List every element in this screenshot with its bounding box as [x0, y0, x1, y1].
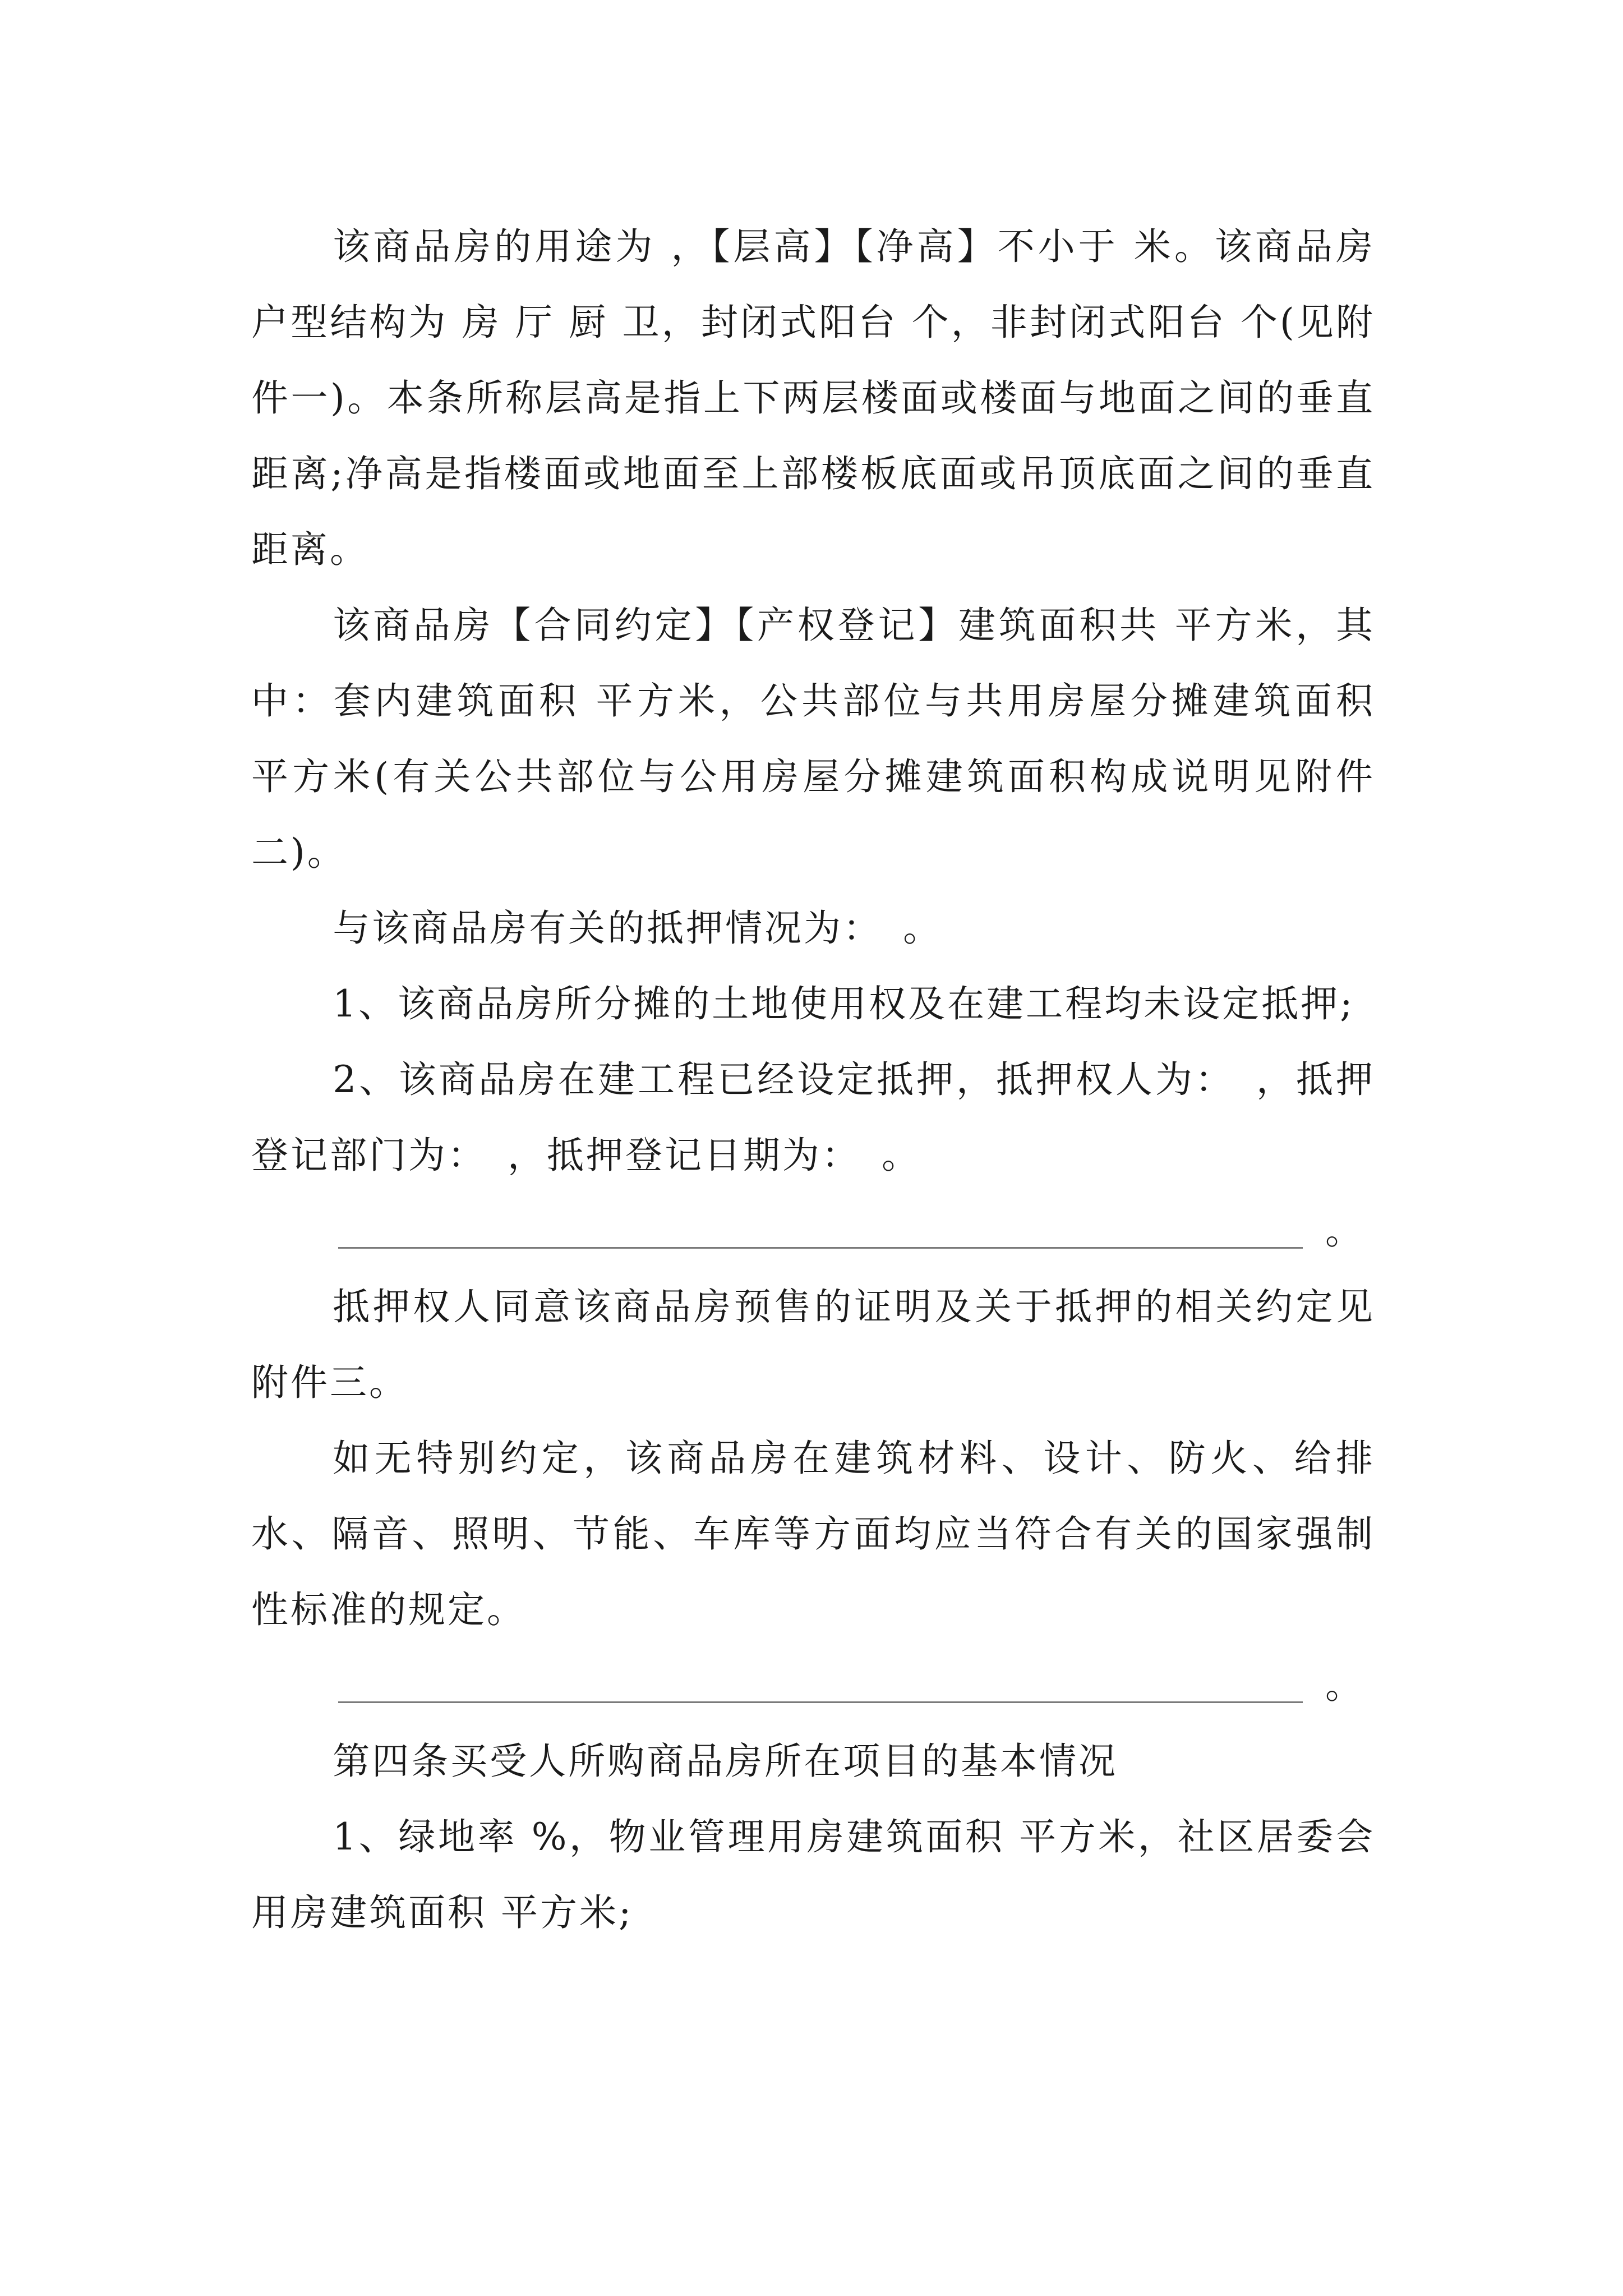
paragraph-usage-height-layout: 该商品房的用途为 ，【层高】【净高】不小于 米。该商品房户型结构为 房 厅 厨 卫，封闭式阳台 个，非封闭式阳台 个(见附件一)。本条所称层高是指上下两层楼面或楼面与地面之间的垂直距离;净高是指楼面或地面至上部楼板底面或吊顶底面之间的垂直距离。: [251, 225, 1375, 571]
blank-underline: [338, 1701, 1303, 1703]
blank-underline: [338, 1247, 1303, 1249]
paragraph-mortgage-status: 与该商品房有关的抵押情况为： 。: [333, 907, 943, 950]
blank-line-period: 。: [1325, 1664, 1362, 1707]
blank-line-period: 。: [1325, 1209, 1362, 1253]
paragraph-floor-area: 该商品房【合同约定】【产权登记】建筑面积共 平方米，其中：套内建筑面积 平方米，公共部位与共用房屋分摊建筑面积 平方米(有关公共部位与公用房屋分摊建筑面积构成说明见附件二)。: [251, 604, 1389, 874]
fill-in-blank-line-2: [338, 1648, 1375, 1723]
paragraph-mortgagee-consent: 抵押权人同意该商品房预售的证明及关于抵押的相关约定见附件三。: [251, 1285, 1375, 1404]
paragraph-mortgage-option-2: 2、该商品房在建工程已经设定抵押，抵押权人为： ，抵押登记部门为： ，抵押登记日期为： 。: [251, 1058, 1375, 1177]
document-body: [251, 209, 1389, 1950]
paragraph-mortgage-option-1: 1、该商品房所分摊的土地使用权及在建工程均未设定抵押;: [333, 982, 1355, 1025]
paragraph-national-standards: 如无特别约定，该商品房在建筑材料、设计、防火、给排水、隔音、照明、节能、车库等方面均应当符合有关的国家强制性标准的规定。: [251, 1437, 1375, 1631]
article-4-heading: 第四条买受人所购商品房所在项目的基本情况: [333, 1740, 1118, 1783]
paragraph-project-basics-1: 1、绿地率 %，物业管理用房建筑面积 平方米，社区居委会用房建筑面积 平方米;: [251, 1815, 1375, 1934]
fill-in-blank-line-1: [338, 1193, 1375, 1269]
